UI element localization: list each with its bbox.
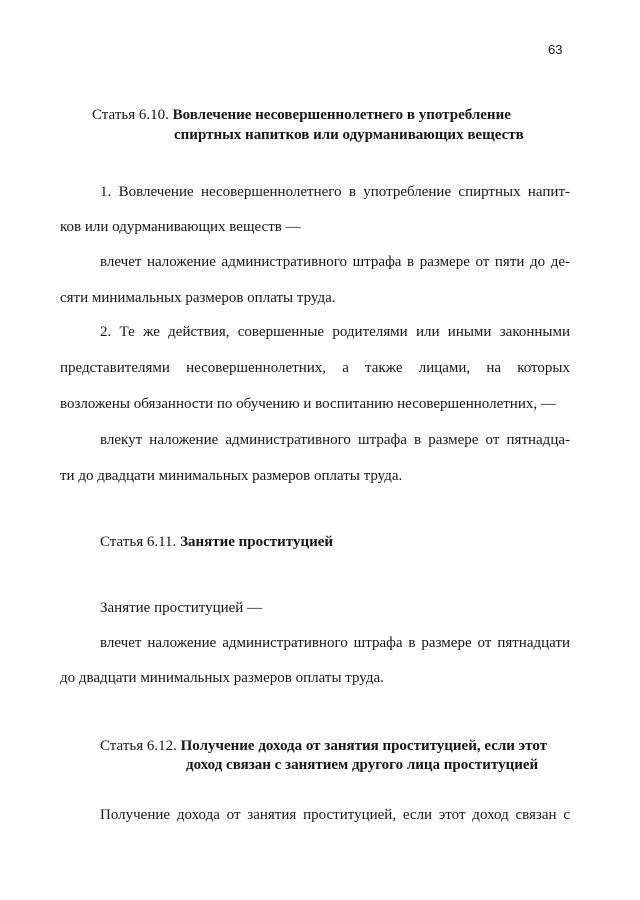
- paragraph-line: возложены обязанности по обучению и воспитанию несовершеннолетних, —: [60, 396, 556, 412]
- paragraph-line: представителями несовершеннолетних, а также лицами, на которых: [60, 360, 570, 376]
- paragraph-line: Занятие проституцией —: [100, 600, 263, 616]
- article-title: Вовлечение несовершеннолетнего в употребление: [172, 107, 511, 123]
- paragraph-line: ков или одурманивающих веществ —: [60, 219, 301, 235]
- paragraph-line: до двадцати минимальных размеров оплаты труда.: [60, 670, 384, 686]
- article-title-continued: спиртных напитков или одурманивающих веществ: [174, 127, 524, 143]
- paragraph-line: ти до двадцати минимальных размеров оплаты труда.: [60, 468, 403, 484]
- paragraph-line: влекут наложение административного штрафа в размере от пятнадца-: [100, 432, 570, 448]
- paragraph-line: 2. Те же действия, совершенные родителями или иными законными: [100, 324, 570, 340]
- article-title-continued: доход связан с занятием другого лица проституцией: [186, 757, 539, 773]
- article-heading-line: [100, 737, 547, 755]
- article-title: Получение дохода от занятия проституцией, если этот: [180, 738, 547, 754]
- paragraph-line: сяти минимальных размеров оплаты труда.: [60, 290, 336, 306]
- article-title: Занятие проституцией: [180, 534, 334, 550]
- page-number: 63: [548, 42, 563, 57]
- paragraph-line: влечет наложение административного штрафа в размере от пятнадцати: [100, 635, 570, 651]
- article-heading-line: [100, 533, 333, 551]
- article-number: Статья 6.11.: [100, 534, 177, 550]
- paragraph-line: влечет наложение административного штрафа в размере от пяти до де-: [100, 254, 570, 270]
- article-heading-line: [92, 106, 511, 124]
- paragraph-line: 1. Вовлечение несовершеннолетнего в употребление спиртных напит-: [100, 184, 570, 200]
- article-number: Статья 6.12.: [100, 738, 177, 754]
- paragraph-line: Получение дохода от занятия проституцией, если этот доход связан с: [100, 807, 570, 823]
- article-number: Статья 6.10.: [92, 107, 169, 123]
